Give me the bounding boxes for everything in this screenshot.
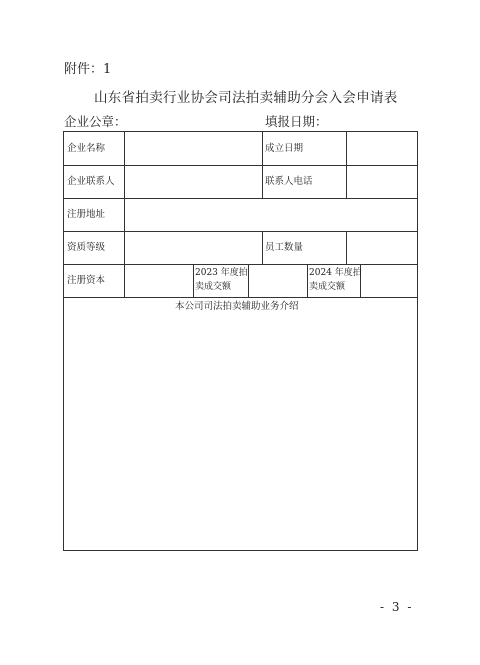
col-divider — [262, 231, 263, 264]
business-intro-label: 本公司司法拍卖辅助业务介绍 — [175, 301, 299, 312]
turnover-2023-label-line2: 卖成交额 — [195, 282, 232, 292]
established-date-label: 成立日期 — [265, 143, 304, 154]
contact-phone-field[interactable] — [347, 165, 417, 198]
employee-count-field[interactable] — [347, 231, 417, 264]
fill-date-label: 填报日期： — [265, 114, 328, 129]
registered-capital-label: 注册资本 — [67, 275, 106, 286]
business-intro-field[interactable] — [64, 315, 417, 550]
qualification-level-label: 资质等级 — [67, 242, 106, 253]
employee-count-label: 员工数量 — [265, 242, 304, 253]
col-divider — [307, 264, 308, 297]
turnover-2023-field[interactable] — [249, 264, 307, 297]
company-seal-label: 企业公章： — [64, 114, 127, 129]
registered-address-field[interactable] — [125, 198, 417, 231]
row-divider — [64, 297, 417, 298]
attachment-label: 附件：1 — [64, 62, 112, 77]
application-form-table — [63, 131, 418, 551]
page-number: - 3 - — [380, 600, 414, 614]
qualification-level-field[interactable] — [125, 231, 262, 264]
col-divider — [262, 132, 263, 198]
company-name-field[interactable] — [125, 132, 262, 165]
turnover-2024-field[interactable] — [361, 264, 417, 297]
turnover-2023-label-line1: 2023 年度拍 — [195, 268, 248, 278]
contact-person-label: 企业联系人 — [67, 176, 115, 187]
turnover-2024-label-line1: 2024 年度拍 — [309, 268, 362, 278]
col-divider — [193, 264, 194, 297]
turnover-2024-label-line2: 卖成交额 — [309, 282, 346, 292]
form-title: 山东省拍卖行业协会司法拍卖辅助分会入会申请表 — [94, 90, 398, 106]
established-date-field[interactable] — [347, 132, 417, 165]
registered-address-label: 注册地址 — [67, 209, 106, 220]
contact-person-field[interactable] — [125, 165, 262, 198]
company-name-label: 企业名称 — [67, 143, 106, 154]
registered-capital-field[interactable] — [125, 264, 193, 297]
contact-phone-label: 联系人电话 — [265, 176, 313, 187]
